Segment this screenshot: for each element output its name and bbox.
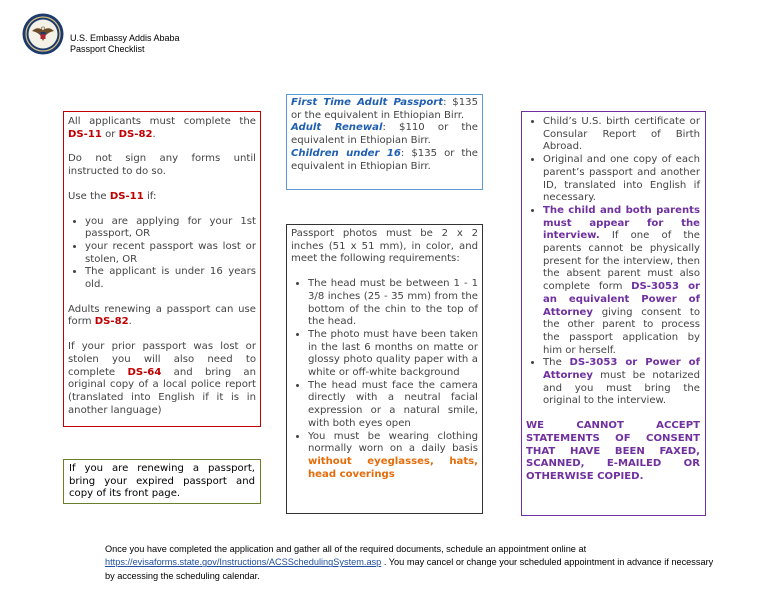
page-header (70, 33, 180, 55)
applicant-forms-box (63, 111, 261, 427)
consent-warning: WE CANNOT ACCEPT STATEMENTS OF CONSENT THAT HAVE BEEN FAXED, SCANNED, E-MAILED OR OTHERWISE COPIED. (526, 420, 700, 482)
renewal-note-box (63, 459, 261, 504)
ds11-conditions-list (68, 216, 256, 292)
embassy-seal-icon (22, 13, 64, 55)
fees-box (286, 94, 483, 190)
fee-first-label: First Time Adult Passport (291, 97, 444, 108)
minor-requirements-box (521, 111, 706, 516)
list-item: • The photo must have been taken in the last 6 months on matte or glossy photo quality paper with a white or off-white background (308, 329, 478, 380)
footer-text: Once you have completed the application and gather all of the required documents, schedule an appointment online at (105, 544, 587, 554)
list-item: • The child and both parents must appear for the interview. If one of the parents cannot be physically present for the interview, then the absent parent must also complete form DS-3053 or an equivalent Power of Attorney giving consent to the other parent to process the passport application by him or herself. (543, 205, 700, 357)
fee-children-text: : $135 or the equivalent in Ethiopian Birr. (291, 147, 478, 172)
fee-children-label: Children under 16 (291, 147, 401, 159)
fee-renewal-text: : $110 or the equivalent in Ethiopian Birr. (291, 122, 478, 147)
list-item: • Child’s U.S. birth certificate or Consular Report of Birth Abroad. (543, 116, 700, 154)
list-item: • The DS-3053 or Power of Attorney must be notarized and you must bring the original to the interview. (543, 357, 700, 408)
list-item: • You must be wearing clothing normally worn on a daily basis without eyeglasses, hats, head coverings (308, 431, 478, 482)
scheduling-link[interactable]: https://evisaforms.state.gov/Instructions/ACSSchedulingSystem.asp (105, 557, 382, 568)
list-item: • The head must face the camera directly with a neutral facial expression or a natural smile, with both eyes open (308, 380, 478, 431)
photo-requirements-box (286, 224, 483, 514)
lost-passport-note: If your prior passport was lost or stolen you will also need to complete DS-64 and bring an original copy of a local police report (translated into English if it is in another language) (68, 341, 256, 416)
scheduling-footer (105, 543, 715, 583)
header-title: Passport Checklist (70, 44, 145, 54)
fee-renewal-label: Adult Renewal (291, 122, 383, 134)
list-item: • The applicant is under 16 years old. (85, 266, 256, 291)
list-item: • your recent passport was lost or stolen, OR (85, 241, 256, 266)
header-embassy: U.S. Embassy Addis Ababa (70, 33, 180, 43)
list-item: • you are applying for your 1st passport, OR (85, 216, 256, 241)
footer-text-end: . You may cancel or change your scheduled appointment in advance if necessary by accessing the scheduling calendar. (105, 557, 714, 581)
ds82-usage: Adults renewing a passport can use form DS-82. (68, 303, 256, 328)
do-not-sign-note: Do not sign any forms until instructed to do so. (68, 153, 256, 178)
photo-intro: Passport photos must be 2 x 2 inches (51 x 51 mm), in color, and meet the following requirements: (291, 228, 478, 265)
list-item: • Original and one copy of each parent’s passport and another ID, translated into English if necessary. (543, 154, 700, 205)
renewal-note: If you are renewing a passport, bring your expired passport and copy of its front page. (69, 463, 255, 500)
minor-requirements-list (526, 116, 700, 408)
fee-first-text: : $135 or the equivalent in Ethiopian Birr. (291, 97, 478, 121)
photo-requirements-list (291, 278, 478, 481)
list-item: • The head must be between 1 - 1 3/8 inches (25 - 35 mm) from the bottom of the chin to the top of the head. (308, 278, 478, 329)
forms-intro: All applicants must complete the DS-11 or DS-82. (68, 116, 256, 140)
ds11-usage: Use the DS-11 if: (68, 190, 157, 202)
